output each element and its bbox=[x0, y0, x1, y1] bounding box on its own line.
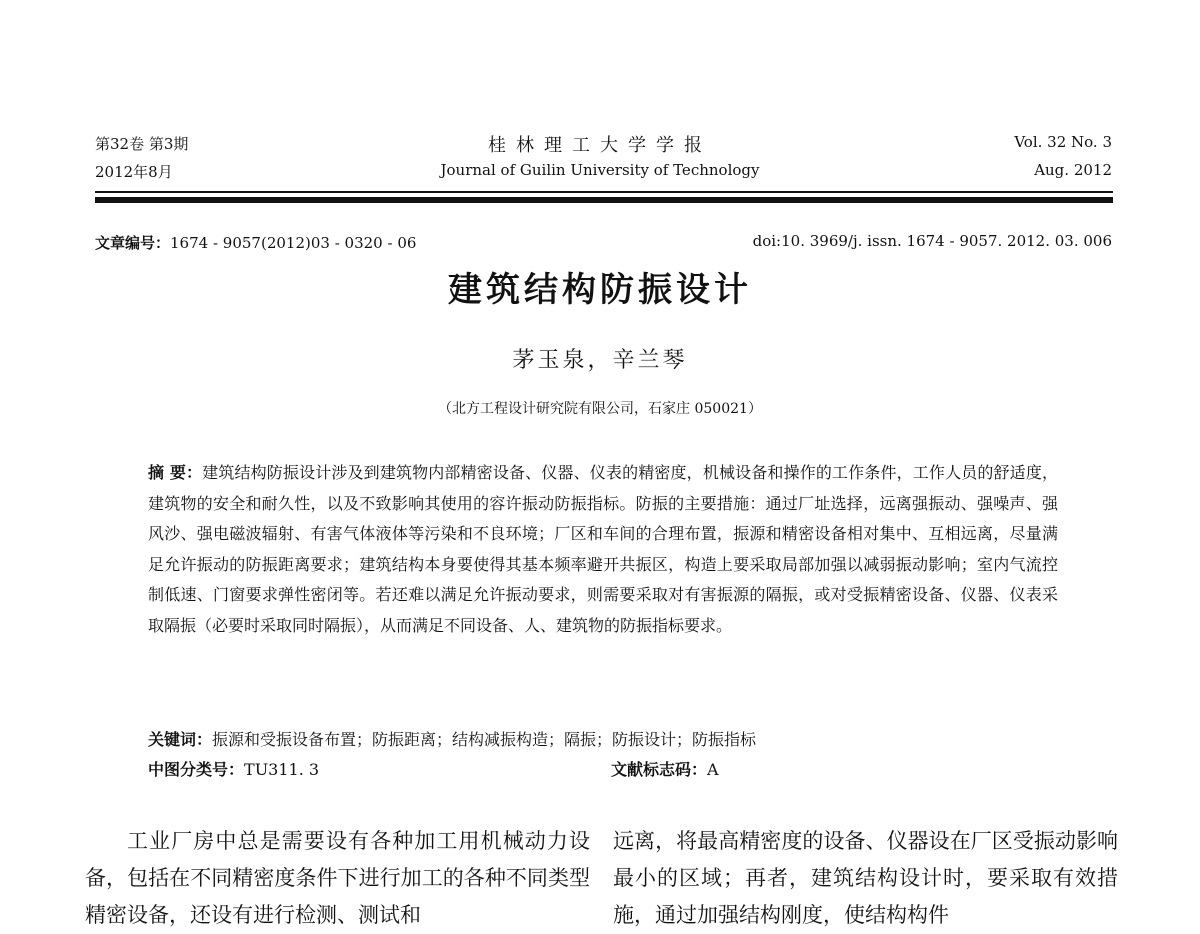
keywords-text: 振源和受振设备布置；防振距离；结构减振构造；隔振；防振设计；防振指标 bbox=[212, 730, 757, 749]
article-number-value: 1674 - 9057(2012)03 - 0320 - 06 bbox=[170, 234, 417, 252]
doi[interactable]: doi:10. 3969/j. issn. 1674 - 9057. 2012. 03. 006 bbox=[752, 232, 1112, 250]
classification-number bbox=[148, 757, 319, 780]
volume-issue-en: Vol. 32 No. 3 bbox=[1014, 133, 1112, 151]
publication-date-en: Aug. 2012 bbox=[1034, 161, 1112, 179]
journal-title-en: Journal of Guilin University of Technology bbox=[440, 161, 760, 179]
classification-value: TU311. 3 bbox=[244, 760, 320, 779]
document-code-label: 文献标志码： bbox=[611, 760, 708, 779]
header-rule-thin bbox=[95, 191, 1113, 193]
volume-issue: 第32卷 第3期 bbox=[95, 135, 189, 153]
keywords bbox=[148, 727, 756, 750]
article-number bbox=[95, 232, 416, 253]
authors: 茅玉泉，辛兰琴 bbox=[512, 348, 688, 373]
classification-label: 中图分类号： bbox=[148, 760, 245, 779]
abstract-text: 建筑结构防振设计涉及到建筑物内部精密设备、仪器、仪表的精密度，机械设备和操作的工作条件，工作人员的舒适度，建筑物的安全和耐久性，以及不致影响其使用的容许振动防振指标。防振的主要措施：通过厂址选择，远离强振动、强噪声、强风沙、强电磁波辐射、有害气体液体等污染和不良环境；厂区和车间的合理布置，振源和精密设备相对集中、互相远离，尽量满足允许振动的防振距离要求；建筑结构本身要使得其基本频率避开共振区，构造上要采取局部加强以减弱振动影响；室内气流控制低速、门窗要求弹性密闭等。若还难以满足允许振动要求，则需要采取对有害振源的隔振，或对受振精密设备、仪器、仪表采取隔振（必要时采取同时隔振），从而满足不同设备、人、建筑物的防振指标要求。 bbox=[148, 463, 1058, 635]
document-code-value: A bbox=[707, 760, 719, 779]
keywords-label: 关键词： bbox=[148, 730, 213, 749]
body-column-left: 工业厂房中总是需要设有各种加工用机械动力设备，包括在不同精密度条件下进行加工的各种不同类型精密设备，还设有进行检测、测试和 bbox=[85, 829, 590, 927]
abstract bbox=[148, 458, 1058, 641]
document-code bbox=[611, 757, 719, 780]
journal-title-cn: 桂林理工大学学报 bbox=[488, 135, 712, 156]
body-column-right: 远离，将最高精密度的设备、仪器设在厂区受振动影响最小的区域；再者，建筑结构设计时，要采取有效措施，通过加强结构刚度，使结构构件 bbox=[613, 829, 1118, 927]
header-rule-thick bbox=[95, 197, 1113, 203]
article-number-label: 文章编号： bbox=[95, 234, 171, 252]
abstract-label: 摘 要： bbox=[148, 463, 203, 482]
affiliation: （北方工程设计研究院有限公司，石家庄 050021） bbox=[438, 401, 762, 417]
publication-date: 2012年8月 bbox=[95, 163, 173, 181]
paper-title: 建筑结构防振设计 bbox=[448, 270, 752, 310]
